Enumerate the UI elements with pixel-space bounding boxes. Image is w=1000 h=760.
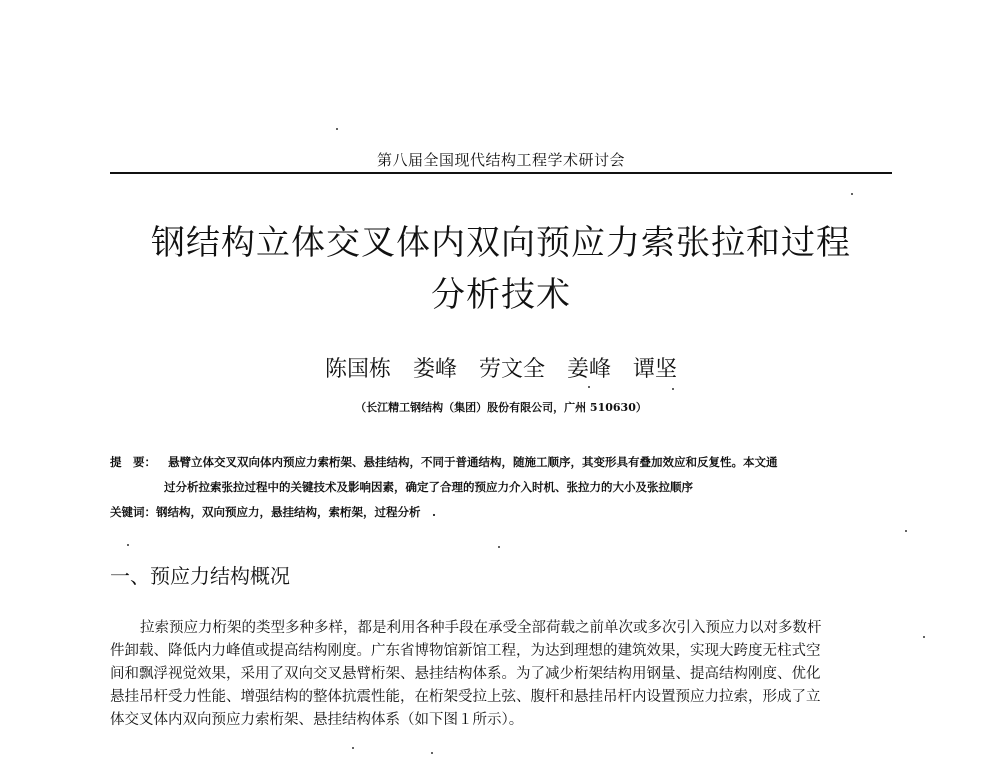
body-line: 悬挂吊杆受力性能、增强结构的整体抗震性能，在桁架受拉上弦、腹杆和悬挂吊杆内设置预应力拉索，形成了立	[110, 689, 821, 705]
scan-speck	[923, 636, 925, 638]
paper-title-line-2: 分析技术	[431, 275, 571, 315]
header-rule	[110, 172, 892, 174]
body-line: 间和飘浮视觉效果，采用了双向交叉悬臂桁架、悬挂结构体系。为了减少桁架结构用钢量、提高结构刚度、优化	[110, 666, 821, 682]
paper-title-line-1: 钢结构立体交叉体内双向预应力索张拉和过程	[151, 223, 851, 263]
scan-speck	[498, 546, 500, 548]
scan-speck	[336, 128, 338, 130]
conference-header: 第八届全国现代结构工程学术研讨会	[376, 151, 625, 169]
scan-speck	[352, 747, 354, 749]
scan-speck	[672, 388, 674, 390]
abstract-label: 提 要：	[110, 455, 156, 469]
body-line: 件卸载、降低内力峰值或提高结构刚度。广东省博物馆新馆工程，为达到理想的建筑效果，实现大跨度无柱式空	[110, 643, 821, 659]
keywords-label: 关键词：	[110, 505, 156, 519]
abstract	[110, 450, 895, 500]
section-heading: 一、预应力结构概况	[110, 564, 290, 588]
affiliation: （长江精工钢结构（集团）股份有限公司，广州 510630）	[355, 401, 647, 414]
scan-speck	[127, 544, 129, 546]
keywords-text: 钢结构，双向预应力，悬挂结构，索桁架，过程分析 .	[156, 505, 437, 519]
scan-speck	[905, 530, 907, 532]
abstract-line-1	[110, 450, 895, 475]
section-body	[110, 617, 892, 732]
author-list: 陈国栋 娄峰 劳文全 姜峰 谭坚	[324, 357, 677, 382]
body-line: 拉索预应力桁架的类型多种多样，都是利用各种手段在承受全部荷载之前单次或多次引入预应力以对多数杆	[140, 620, 822, 636]
body-line: 体交叉体内双向预应力索桁架、悬挂结构体系（如下图１所示）。	[110, 712, 524, 728]
scan-speck	[851, 193, 853, 195]
abstract-text-1: 悬臂立体交叉双向体内预应力索桁架、悬挂结构，不同于普通结构，随施工顺序，其变形具有叠加效应和反复性。本文通	[168, 455, 778, 469]
scan-speck	[588, 386, 590, 388]
keywords	[110, 500, 895, 525]
abstract-text-2: 过分析拉索张拉过程中的关键技术及影响因素，确定了合理的预应力介入时机、张拉力的大小及张拉顺序	[164, 480, 693, 494]
scan-speck	[431, 752, 433, 754]
